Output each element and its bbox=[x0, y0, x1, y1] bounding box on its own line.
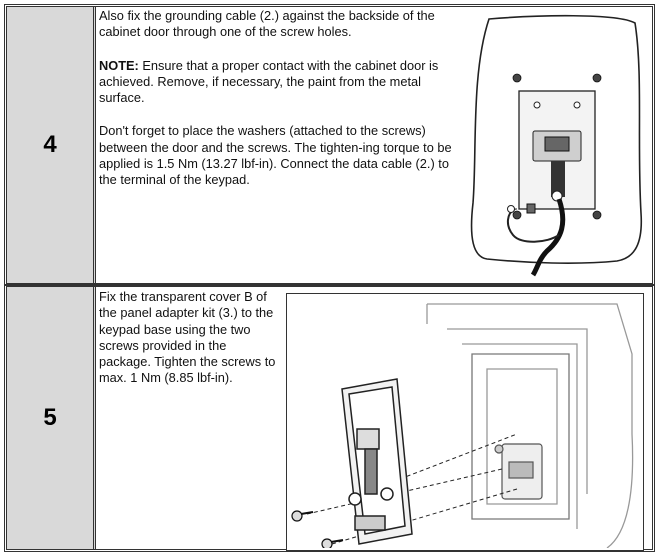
note-text: Ensure that a proper contact with the cabinet door is achieved. Remove, if necessary, the paint from the metal surface. bbox=[99, 57, 439, 106]
step-row-4 bbox=[4, 4, 655, 286]
step-paragraph: Don't forget to place the washers (attached to the screws) between the door and the screws. The tighten-ing torque to be applied is 1.5 Nm (13.27 lbf-in). Connect the data cable (2.) to the terminal of the keypad. bbox=[99, 123, 452, 188]
step-row-5 bbox=[4, 284, 655, 552]
transparent-cover-illustration bbox=[286, 293, 644, 551]
instruction-table bbox=[4, 4, 655, 552]
step-number: 5 bbox=[7, 287, 96, 549]
note-label: NOTE: bbox=[99, 57, 139, 73]
step-number: 4 bbox=[7, 7, 96, 283]
step-paragraph: Also fix the grounding cable (2.) against the backside of the cabinet door through one of the screw holes. bbox=[99, 8, 435, 40]
note-paragraph bbox=[99, 58, 467, 107]
step-text bbox=[99, 289, 277, 404]
grounding-cable-illustration bbox=[467, 13, 649, 278]
step-text bbox=[99, 8, 467, 206]
step-paragraph: Fix the transparent cover B of the panel adapter kit (3.) to the keypad base using the two screws provided in the package. Tighten the screws to max. 1 Nm (8.85 lbf-in). bbox=[99, 289, 276, 386]
